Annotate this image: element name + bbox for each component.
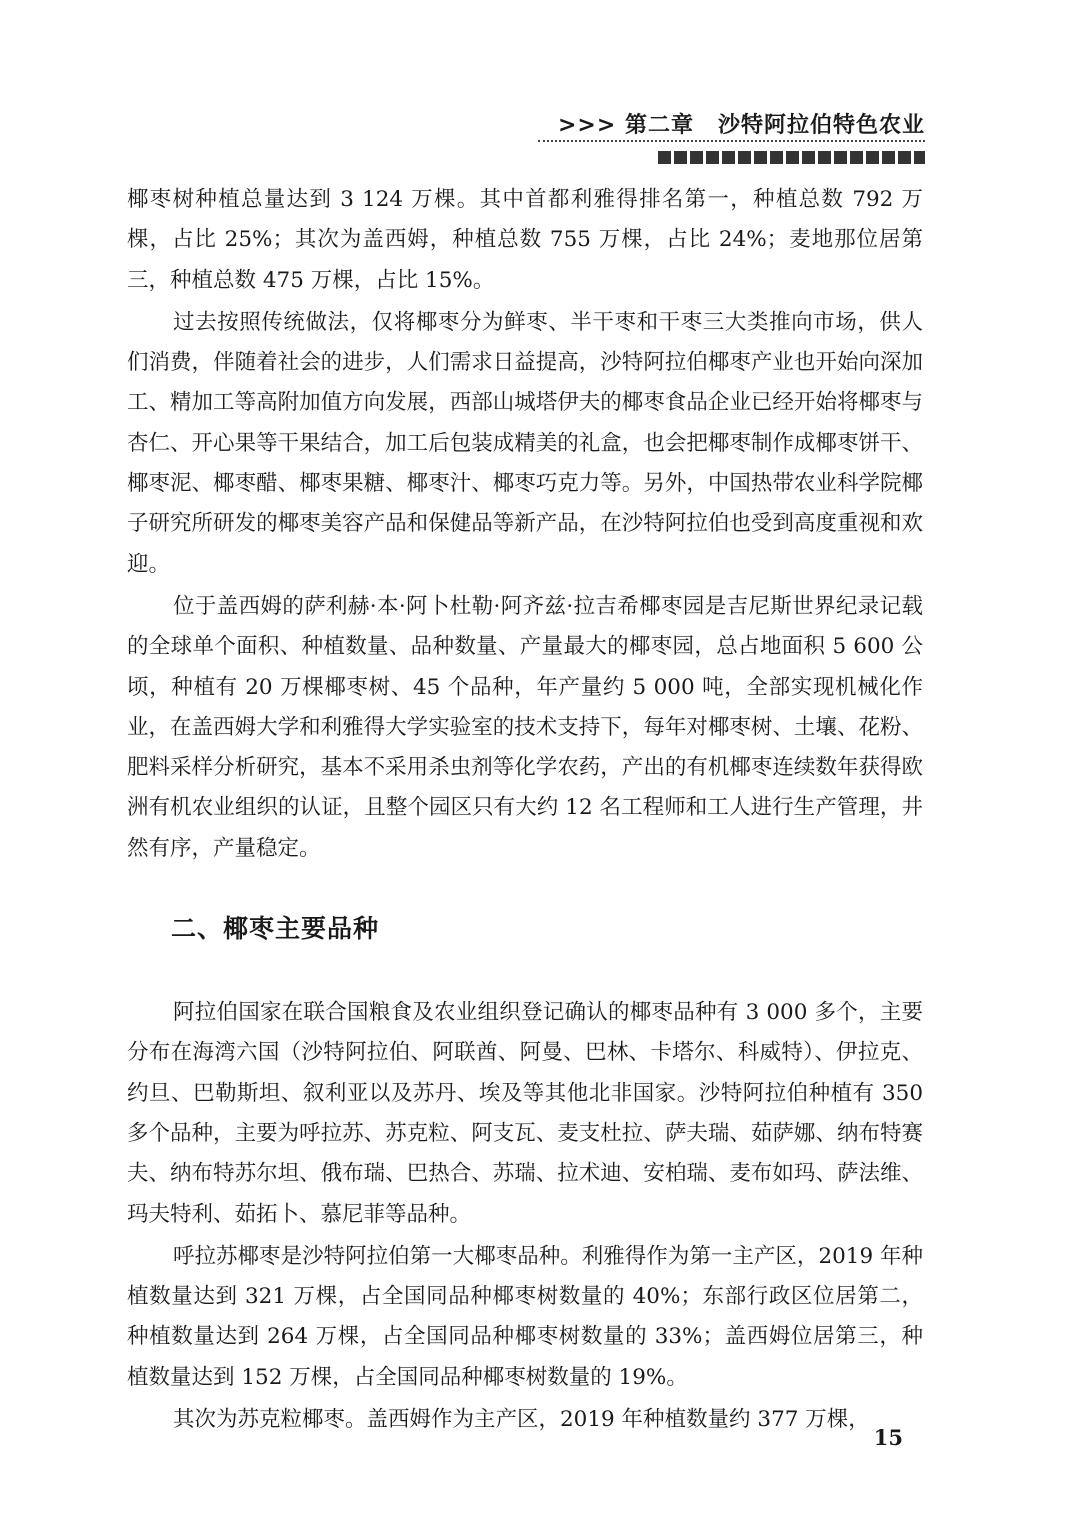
header-dotted-rule	[538, 140, 925, 142]
section-heading: 二、椰枣主要品种	[171, 914, 380, 944]
chapter-title: 沙特阿拉伯特色农业	[717, 113, 925, 138]
running-header	[558, 108, 925, 139]
body-paragraph: 呼拉苏椰枣是沙特阿拉伯第一大椰枣品种。利雅得作为第一主产区，2019 年种植数量达到 321 万棵，占全国同品种椰枣树数量的 40%；东部行政区位居第二，种植数量达到 264 万棵，占全国同品种椰枣树数量的 33%；盖西姆位居第三，种植数量达到 152 万棵，占全国同品种椰枣树数量的 19%。	[127, 1243, 923, 1390]
body-paragraph: 位于盖西姆的萨利赫·本·阿卜杜勒·阿齐兹·拉吉希椰枣园是吉尼斯世界纪录记载的全球单个面积、种植数量、品种数量、产量最大的椰枣园，总占地面积 5 600 公顷，种植有 20 万棵椰枣树、45 个品种，年产量约 5 000 吨，全部实现机械化作业，在盖西姆大学和利雅得大学实验室的技术支持下，每年对椰枣树、土壤、花粉、肥料采样分析研究，基本不采用杀虫剂等化学农药，产出的有机椰枣连续数年获得欧洲有机农业组织的认证，且整个园区只有大约 12 名工程师和工人进行生产管理，井然有序，产量稳定。	[127, 593, 923, 861]
header-arrows: >>>	[557, 113, 617, 138]
body-paragraph: 阿拉伯国家在联合国粮食及农业组织登记确认的椰枣品种有 3 000 多个，主要分布在海湾六国（沙特阿拉伯、阿联酋、阿曼、巴林、卡塔尔、科威特）、伊拉克、约旦、巴勒斯坦、叙利亚以及苏丹、埃及等其他北非国家。沙特阿拉伯种植有 350 多个品种，主要为呼拉苏、苏克粒、阿支瓦、麦支杜拉、萨夫瑞、茹萨娜、纳布特赛夫、纳布特苏尔坦、俄布瑞、巴热合、苏瑞、拉术迪、安柏瑞、麦布如玛、萨法维、玛夫特利、茹拓卜、慕尼菲等品种。	[127, 1000, 923, 1227]
page-number: 15	[873, 1425, 903, 1450]
chapter-label: 第二章	[624, 113, 694, 138]
header-block-rule	[658, 151, 925, 164]
body-paragraph: 其次为苏克粒椰枣。盖西姆作为主产区，2019 年种植数量约 377 万棵，	[173, 1407, 870, 1433]
body-paragraph: 过去按照传统做法，仅将椰枣分为鲜枣、半干枣和干枣三大类推向市场，供人们消费，伴随着社会的进步，人们需求日益提高，沙特阿拉伯椰枣产业也开始向深加工、精加工等高附加值方向发展，西部山城塔伊夫的椰枣食品企业已经开始将椰枣与杏仁、开心果等干果结合，加工后包装成精美的礼盒，也会把椰枣制作成椰枣饼干、椰枣泥、椰枣醋、椰枣果糖、椰枣汁、椰枣巧克力等。另外，中国热带农业科学院椰子研究所研发的椰枣美容产品和保健品等新产品，在沙特阿拉伯也受到高度重视和欢迎。	[127, 309, 923, 577]
body-paragraph-continued: 椰枣树种植总量达到 3 124 万棵。其中首都利雅得排名第一，种植总数 792 万棵，占比 25%；其次为盖西姆，种植总数 755 万棵，占比 24%；麦地那位居第三，种植总数 475 万棵，占比 15%。	[127, 187, 923, 293]
page-body	[127, 180, 923, 1440]
